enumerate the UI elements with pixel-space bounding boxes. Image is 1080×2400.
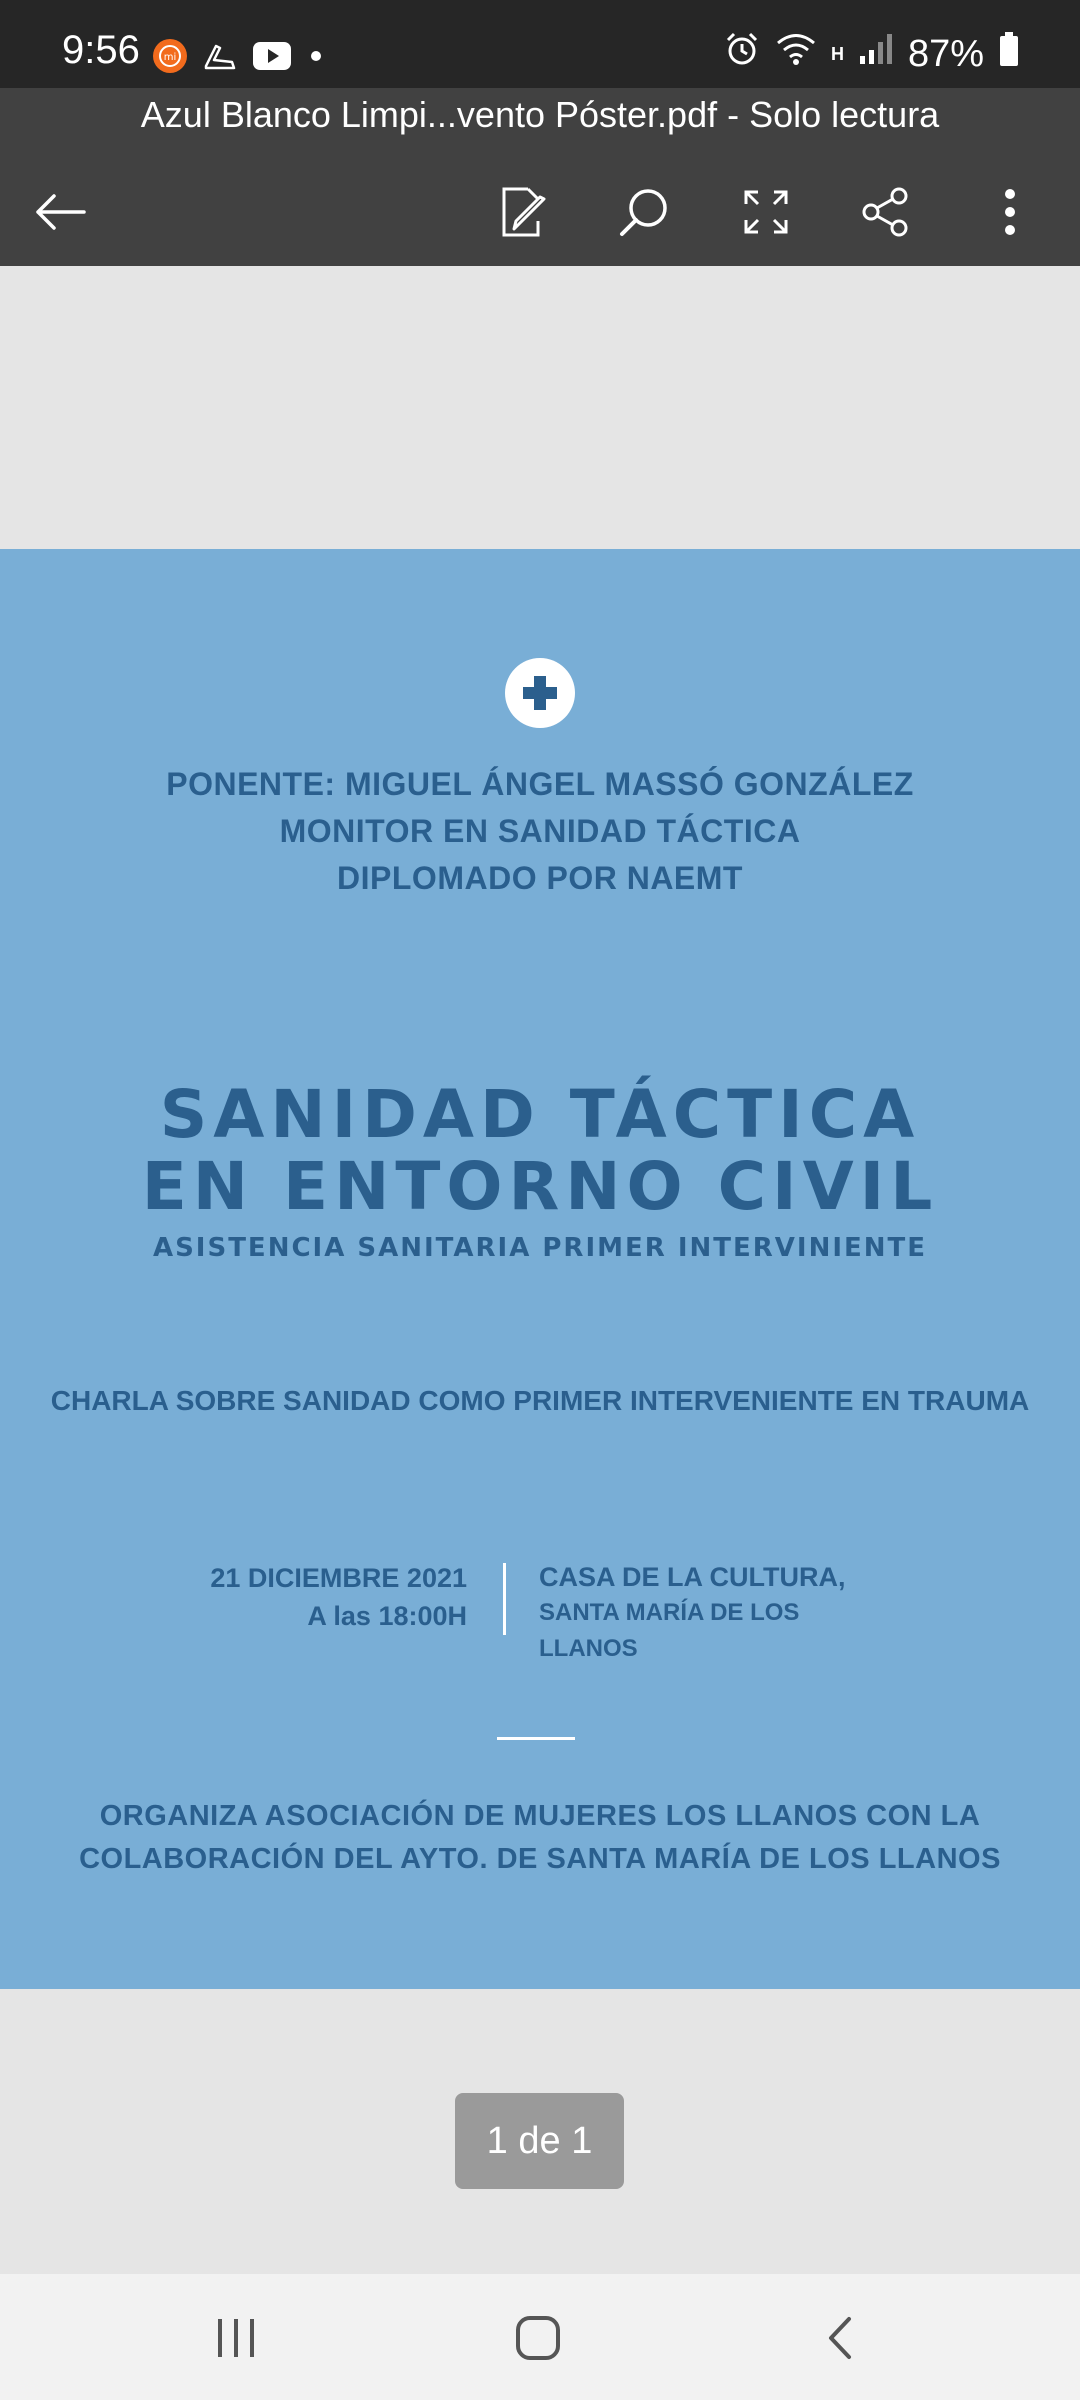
edit-button[interactable] <box>484 172 564 252</box>
pdf-page[interactable] <box>0 549 1080 1989</box>
poster-title-line: SANIDAD TÁCTICA <box>159 1076 921 1153</box>
recents-button[interactable] <box>176 2298 296 2378</box>
system-nav-bar <box>0 2274 1080 2400</box>
share-button[interactable] <box>846 172 926 252</box>
back-icon <box>32 190 88 234</box>
youtube-icon <box>252 41 292 76</box>
document-title: Azul Blanco Limpi...vento Póster.pdf - Solo lectura <box>140 94 940 135</box>
organizer-line: ORGANIZA ASOCIACIÓN DE MUJERES LOS LLANOS CON LA <box>99 1800 981 1832</box>
edit-icon <box>498 185 550 239</box>
venue-line: SANTA MARÍA DE LOS <box>539 1599 800 1626</box>
venue-main: CASA DE LA CULTURA, <box>539 1562 846 1592</box>
speaker-line: DIPLOMADO POR NAEMT <box>337 860 743 896</box>
vertical-divider <box>503 1563 506 1635</box>
recents-icon <box>214 2317 258 2359</box>
back-nav-icon <box>825 2315 855 2361</box>
battery-percent: 87% <box>907 32 984 75</box>
search-icon <box>618 186 670 238</box>
status-bar <box>0 0 1080 88</box>
app-header <box>0 88 1080 266</box>
more-options-button[interactable] <box>970 172 1050 252</box>
back-button[interactable] <box>20 172 100 252</box>
event-time-text: A las 18:00H <box>307 1601 467 1631</box>
organizer-info <box>0 1795 1080 1881</box>
event-date-text: 21 DICIEMBRE 2021 <box>210 1563 467 1593</box>
status-time: 9:56 <box>62 28 140 72</box>
battery-icon <box>998 31 1020 77</box>
dot-icon <box>306 46 326 71</box>
horizontal-divider <box>497 1737 575 1740</box>
shoe-icon <box>202 38 238 79</box>
search-button[interactable] <box>604 172 684 252</box>
speaker-line: PONENTE: MIGUEL ÁNGEL MASSÓ GONZÁLEZ <box>166 766 914 802</box>
svg-text:mi: mi <box>163 52 177 63</box>
venue-line: LLANOS <box>539 1635 638 1662</box>
event-date <box>120 1559 467 1635</box>
signal-icon <box>858 32 894 76</box>
wifi-icon <box>775 31 817 77</box>
event-venue <box>539 1559 959 1667</box>
medical-cross-icon <box>505 658 575 728</box>
organizer-line: COLABORACIÓN DEL AYTO. DE SANTA MARÍA DE LOS LLANOS <box>79 1843 1001 1875</box>
mi-fit-icon <box>152 38 188 79</box>
alarm-icon <box>723 30 761 78</box>
fullscreen-icon <box>742 188 790 236</box>
talk-description: CHARLA SOBRE SANIDAD COMO PRIMER INTERVENIENTE EN TRAUMA <box>50 1385 1030 1416</box>
more-icon <box>1002 188 1018 236</box>
fullscreen-button[interactable] <box>726 172 806 252</box>
home-button[interactable] <box>478 2298 598 2378</box>
home-icon <box>515 2315 561 2361</box>
network-type: H <box>830 43 844 64</box>
poster-title <box>0 1076 1080 1225</box>
speaker-line: MONITOR EN SANIDAD TÁCTICA <box>279 813 801 849</box>
poster-title-line: EN ENTORNO CIVIL <box>141 1148 939 1225</box>
speaker-info <box>0 761 1080 902</box>
share-icon <box>861 187 911 237</box>
poster-subtitle: ASISTENCIA SANITARIA PRIMER INTERVINIENTE <box>152 1233 928 1263</box>
page-indicator: 1 de 1 <box>455 2093 624 2189</box>
back-nav-button[interactable] <box>780 2298 900 2378</box>
